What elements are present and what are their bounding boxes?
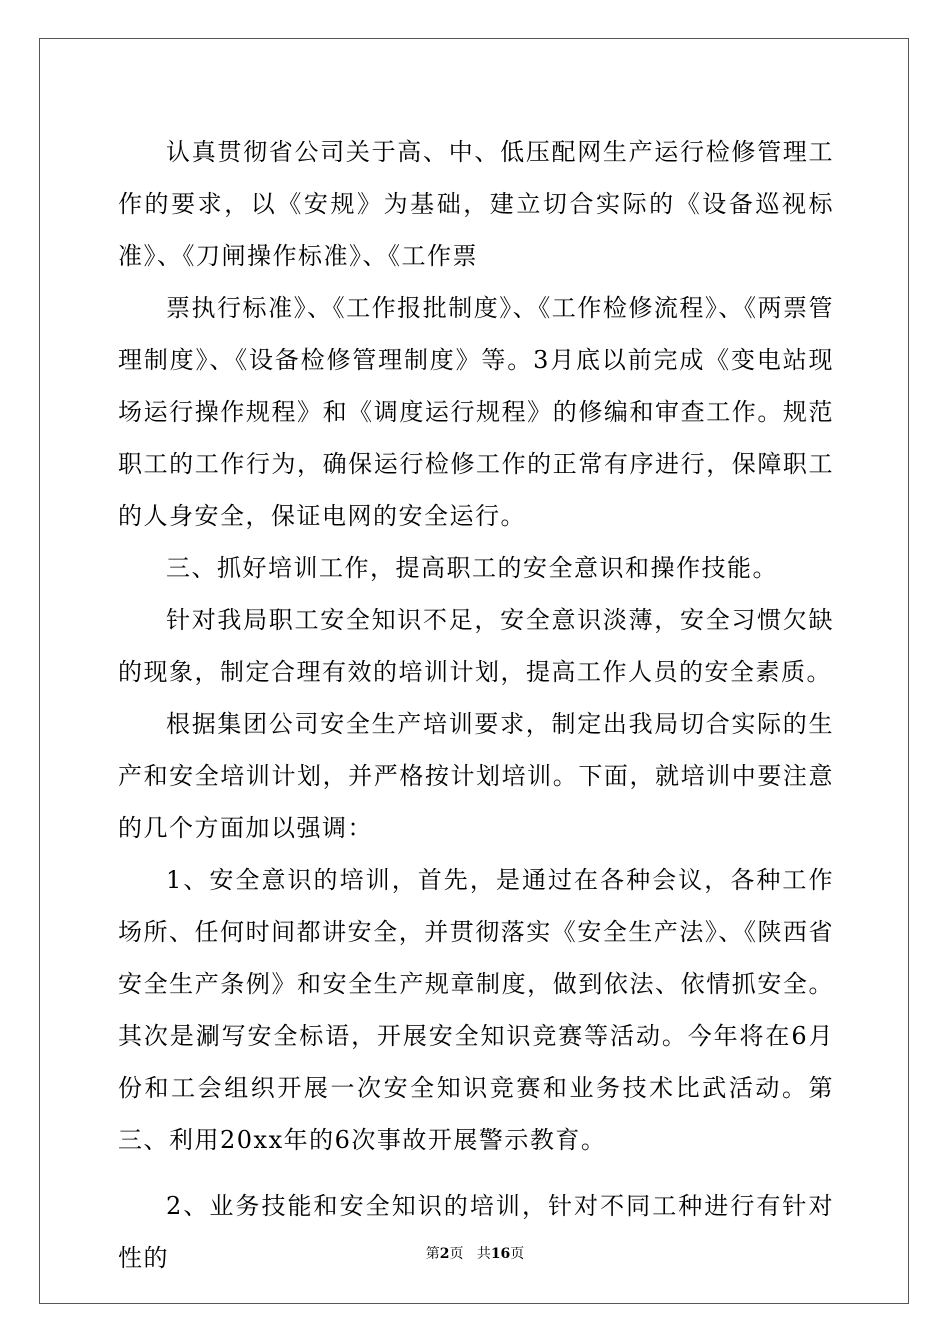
section-heading: 三、抓好培训工作，提高职工的安全意识和操作技能。 xyxy=(166,554,778,582)
paragraph: 2、业务技能和安全知识的培训，针对不同工种进行有针对性的 xyxy=(118,1192,834,1272)
total-unit: 页 xyxy=(510,1246,525,1262)
paragraph: 1、安全意识的培训，首先，是通过在各种会议，各种工作场所、任何时间都讲安全，并贯彻落实《安全生产法》、《陕西省安全生产条例》和安全生产规章制度，做到依法、依情抓安全。其次是涮写安全标语，开展安全知识竞赛等活动。今年将在6月份和工会组织开展一次安全知识竞赛和业务技术比武活动。第三、利用20xx年的6次事故开展警示教育。 xyxy=(118,866,834,1154)
paragraph: 票执行标准》、《工作报批制度》、《工作检修流程》、《两票管理制度》、《设备检修管理制度》等。3月底以前完成《变电站现场运行操作规程》和《调度运行规程》的修编和审查工作。规范职工的工作行为，确保运行检修工作的正常有序进行，保障职工的人身安全，保证电网的安全运行。 xyxy=(118,294,834,530)
paragraph: 针对我局职工安全知识不足，安全意识淡薄，安全习惯欠缺的现象，制定合理有效的培训计划，提高工作人员的安全素质。 xyxy=(118,606,834,686)
total-prefix: 共 xyxy=(476,1246,491,1262)
page-total: 16 xyxy=(490,1246,511,1262)
paragraph: 认真贯彻省公司关于高、中、低压配网生产运行检修管理工作的要求，以《安规》为基础，建立切合实际的《设备巡视标准》、《刀闸操作标准》、《工作票 xyxy=(118,138,834,270)
page-footer xyxy=(0,1244,950,1264)
paragraph: 根据集团公司安全生产培训要求，制定出我局切合实际的生产和安全培训计划，并严格按计划培训。下面，就培训中要注意的几个方面加以强调： xyxy=(118,710,834,842)
page-current: 2 xyxy=(439,1246,450,1262)
page-unit: 页 xyxy=(449,1246,464,1262)
page-prefix: 第 xyxy=(425,1246,440,1262)
document-body xyxy=(118,126,834,1284)
